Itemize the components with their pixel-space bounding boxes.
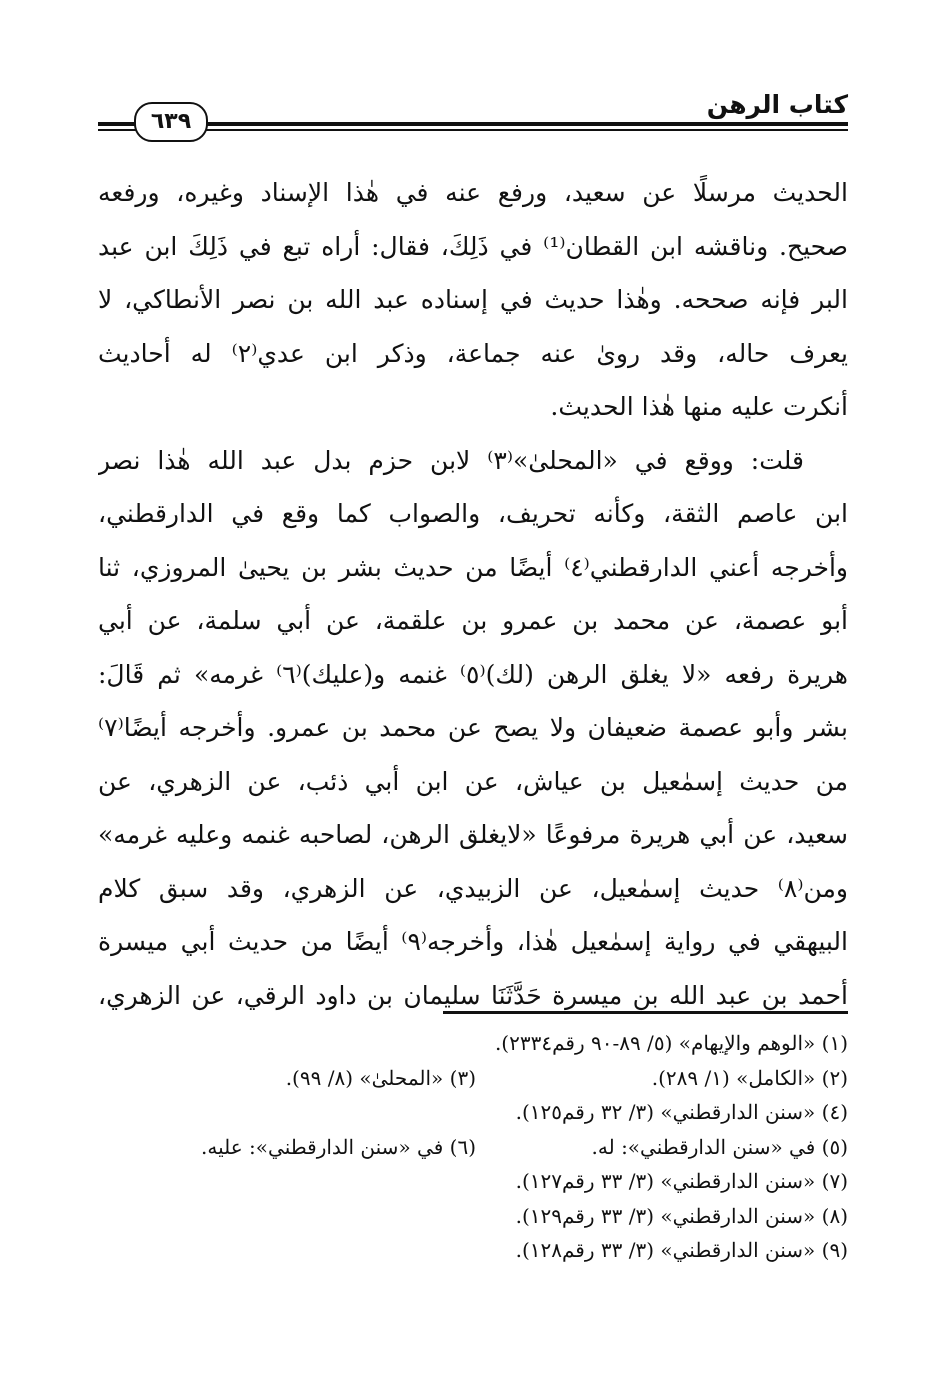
text-line: أنكرت عليه منها هٰذا الحديث. [550, 392, 848, 421]
text-line: أحمد بن عبد الله بن ميسرة حَدَّثَنَا سليمان بن داود الرقي، عن الزهري، [98, 980, 848, 1010]
footnote-2: (٢) «الكامل» (١/ ٢٨٩). [651, 1065, 848, 1090]
page-number: ٦٣٩ [134, 102, 208, 142]
footnote-7: (٧) «سنن الدارقطني» (٣/ ٣٣ رقم١٢٧). [515, 1169, 848, 1193]
footnote-3: (٣) «المحلىٰ» (٨/ ٩٩). [285, 1065, 476, 1090]
footnote-row [98, 1061, 848, 1096]
running-title: كتاب الرهن [706, 90, 848, 119]
paragraph-2 [98, 434, 848, 1023]
footnote-4: (٤) «سنن الدارقطني» (٣/ ٣٢ رقم١٢٥). [515, 1100, 848, 1124]
text-line: سعيد، عن أبي هريرة مرفوعًا «لايغلق الرهن، لصاحبه غنمه وعليه غرمه» [98, 820, 848, 849]
paragraph-1 [98, 166, 848, 434]
footnote-row [98, 1164, 848, 1199]
body-text [98, 166, 848, 1022]
text-line: البر فإنه صححه. وهٰذا حديث في إسناده عبد الله بن نصر الأنطاكي، لا [98, 285, 848, 314]
header-rule-thin [98, 129, 848, 131]
footnote-6: (٦) في «سنن الدارقطني»: عليه. [201, 1134, 476, 1159]
text-line: من حديث إسمٰعيل بن عياش، عن ابن أبي ذئب، عن الزهري، عن [98, 766, 848, 796]
text-line: قلت: ووقع في «المحلىٰ»⁽٣⁾ لابن حزم بدل عبد الله هٰذا نصر [98, 445, 804, 475]
footnote-row [98, 1199, 848, 1234]
text-line: ومن⁽٨⁾ حديث إسمٰعيل، عن الزبيدي، عن الزهري، وقد سبق كلام [98, 873, 848, 903]
footnotes [98, 1026, 848, 1268]
text-line: الحديث مرسلًا عن سعيد، ورفع عنه في هٰذا الإسناد وغيره، ورفعه [98, 178, 848, 207]
footnote-separator [443, 1011, 848, 1014]
text-line: بشر وأبو عصمة ضعيفان ولا يصح عن محمد بن عمرو. وأخرجه أيضًا⁽٧⁾ [98, 713, 848, 742]
footnote-row [98, 1026, 848, 1061]
footnote-row [98, 1095, 848, 1130]
footnote-5: (٥) في «سنن الدارقطني»: له. [591, 1134, 848, 1159]
footnote-8: (٨) «سنن الدارقطني» (٣/ ٣٣ رقم١٢٩). [515, 1203, 848, 1228]
text-line: يعرف حاله، وقد رویٰ عنه جماعة، وذكر ابن عدي⁽٢⁾ له أحاديث [98, 338, 848, 368]
footnote-row [98, 1130, 848, 1165]
text-line: وأخرجه أعني الدارقطني⁽٤⁾ أيضًا من حديث بشر بن يحيىٰ المروزي، ثنا [98, 552, 848, 582]
text-line: هريرة رفعه «لا يغلق الرهن (لك)⁽٥⁾ غنمه و(عليك)⁽٦⁾ غرمه» ثم قَالَ: [98, 659, 848, 689]
header-rule-thick [98, 122, 848, 126]
text-line: صحيح. وناقشه ابن القطان⁽¹⁾ في ذَلِكَ، فقال: أراه تبع في ذَلِكَ ابن عبد [98, 231, 848, 261]
text-line: أبو عصمة، عن محمد بن عمرو بن علقمة، عن أبي سلمة، عن أبي [98, 606, 848, 635]
text-line: ابن عاصم الثقة، وكأنه تحريف، والصواب كما وقع في الدارقطني، [98, 499, 848, 528]
footnote-row [98, 1233, 848, 1268]
text-line: البيهقي في رواية إسمٰعيل هٰذا، وأخرجه⁽٩⁾ أيضًا من حديث أبي ميسرة [98, 927, 848, 956]
footnote-1: (١) «الوهم والإيهام» (٥/ ٨٩-٩٠ رقم٢٣٣٤). [494, 1031, 848, 1055]
footnote-9: (٩) «سنن الدارقطني» (٣/ ٣٣ رقم١٢٨). [515, 1238, 848, 1262]
page-header [98, 86, 848, 146]
